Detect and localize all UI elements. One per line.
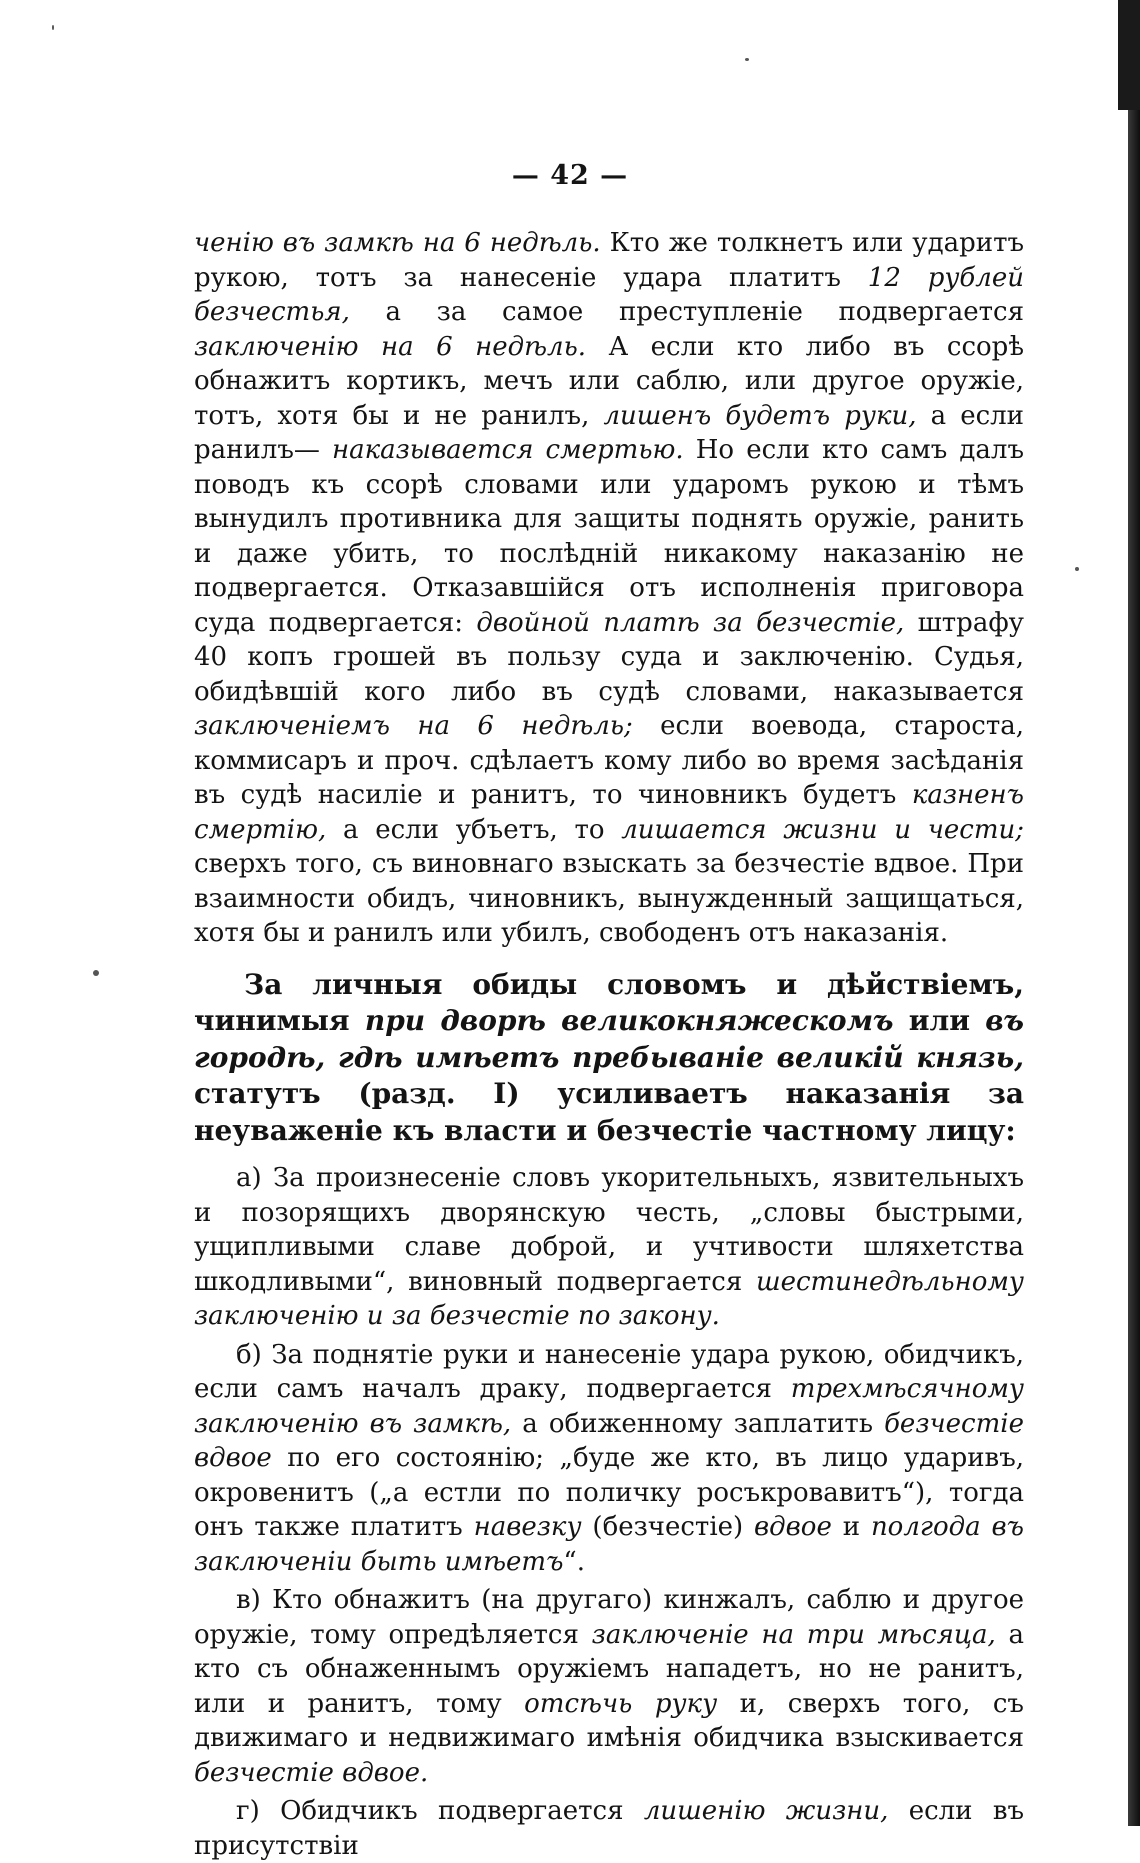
- italic-text-span: лишается жизни и чести;: [621, 814, 1024, 845]
- page-body: [194, 226, 1024, 1863]
- italic-text-span: 12 рублей безчестья,: [194, 262, 1024, 327]
- text-span: по его состоянію; „буде же кто, въ лицо ударивъ, окровенитъ („а естли по поличку росъкровавитъ“), тогда онъ также платитъ: [194, 1443, 1024, 1542]
- italic-text-span: трехмѣсячному заключенію въ замкѣ,: [194, 1374, 1024, 1439]
- text-span: штрафу 40 копъ грошей въ пользу суда и заключенію. Судья, обидѣвшій кого либо въ судѣ словами, наказывается: [194, 607, 1024, 707]
- text-span: а) За произнесеніе словъ укорительныхъ, язвительныхъ и позорящихъ дворянскую честь, „словы быстрыми, ущипливыми славе доброй, и учтивости шляхетства шкодливыми“, виновный подвергается: [194, 1163, 1024, 1297]
- scan-speck: [745, 58, 749, 61]
- text-span: За личныя обиды словомъ и дѣйствіемъ, чинимыя: [194, 967, 1024, 1037]
- paragraph-continuation: [194, 226, 1024, 951]
- scan-speck: [52, 25, 54, 30]
- text-span: статутъ (разд. I) усиливаетъ наказанія за неуваженіе къ власти и безчестіе частному лицу:: [194, 1077, 1024, 1147]
- italic-text-span: шестинедѣльному заключенію и за безчестіе по закону.: [194, 1266, 1024, 1331]
- text-span: если въ присутствіи: [194, 1796, 1024, 1861]
- italic-text-span: безчестіе вдвое: [194, 1408, 1024, 1473]
- italic-text-span: казненъ смертію,: [194, 780, 1024, 845]
- scan-binding-tab: [1118, 0, 1140, 110]
- list-item-b: [194, 1338, 1024, 1580]
- italic-text-span: заключенію на 6 недѣль.: [194, 331, 587, 362]
- italic-text-span: лишенъ будетъ руки,: [603, 400, 917, 431]
- italic-text-span: заключеніе на три мѣсяца,: [591, 1619, 996, 1650]
- text-span: а за самое преступленіе подвергается: [349, 297, 1024, 327]
- list-item-a: [194, 1161, 1024, 1334]
- text-span: сверхъ того, съ виновнаго взыскать за безчестіе вдвое. При взаимности обидъ, чиновникъ, вынужденный защищаться, хотя бы и ранилъ или убилъ, свободенъ отъ наказанія.: [194, 849, 1024, 948]
- italic-text-span: заключеніемъ на 6 недѣль;: [194, 711, 633, 741]
- text-span: и, сверхъ того, съ движимаго и недвижимаго имѣнія обидчика взыскивается: [194, 1688, 1024, 1753]
- text-span: б) За поднятіе руки и нанесеніе удара рукою, обидчикъ, если самъ началъ драку, подвергается: [194, 1339, 1024, 1404]
- text-span: в) Кто обнажитъ (на другаго) кинжалъ, саблю и другое оружіе, тому опредѣляется: [194, 1585, 1024, 1650]
- list-item-g: [194, 1794, 1024, 1863]
- text-span: Но если кто самъ далъ поводъ къ ссорѣ словами или ударомъ рукою и тѣмъ вынудилъ противника для защиты поднять оружіе, ранить и даже убить, то послѣдній никакому наказанію не подвергается. Отказавшійся отъ исполненія приговора суда подвергается:: [194, 435, 1024, 638]
- italic-text-span: безчестіе вдвое.: [194, 1757, 429, 1788]
- italic-text-span: лишенію жизни,: [643, 1796, 889, 1826]
- list-item-v: [194, 1583, 1024, 1790]
- text-span: или: [893, 1004, 986, 1037]
- italic-text-span: вдвое: [754, 1512, 832, 1542]
- italic-text-span: двойной платѣ за безчестіе,: [476, 607, 905, 638]
- italic-text-span: навезку: [473, 1512, 582, 1542]
- italic-text-span: полгода въ заключеніи быть имѣетъ: [194, 1512, 1025, 1577]
- italic-text-span: наказывается смертью.: [331, 435, 684, 465]
- italic-text-span: отсѣчь руку: [524, 1688, 718, 1719]
- page-number: — 42 —: [511, 160, 629, 191]
- text-span: а если убъетъ, то: [326, 814, 622, 845]
- scan-speck: [1075, 567, 1079, 571]
- text-span: и: [831, 1512, 871, 1542]
- text-span: Кто же толкнетъ или ударитъ рукою, тотъ за нанесеніе удара платитъ: [194, 228, 1024, 293]
- scan-binding-edge: [1128, 0, 1140, 1826]
- scan-speck: [93, 970, 99, 976]
- text-span: а обиженному заплатить: [511, 1408, 885, 1439]
- text-span: А если кто либо въ ссорѣ обнажитъ кортикъ, мечъ или саблю, или другое оружіе, тотъ, хотя бы и не ранилъ,: [194, 331, 1024, 431]
- italic-text-span: въ городѣ, гдѣ имѣетъ пребываніе великій князь,: [194, 1004, 1024, 1074]
- text-span: г) Обидчикъ подвергается: [236, 1796, 644, 1826]
- italic-text-span: при дворѣ великокняжескомъ: [364, 1004, 894, 1037]
- section-heading: [194, 967, 1024, 1150]
- text-span: “.: [563, 1546, 585, 1577]
- text-span: а если ранилъ—: [194, 400, 1024, 465]
- text-span: если воевода, староста, коммисаръ и проч. сдѣлаетъ кому либо во время засѣданія въ судѣ насиліе и ранитъ, то чиновникъ будетъ: [194, 711, 1024, 810]
- text-span: а кто съ обнаженнымъ оружіемъ нападетъ, но не ранитъ, или и ранитъ, тому: [194, 1619, 1025, 1719]
- text-span: (безчестіе): [581, 1512, 755, 1542]
- italic-text-span: ченію въ замкѣ на 6 недѣль.: [194, 228, 601, 258]
